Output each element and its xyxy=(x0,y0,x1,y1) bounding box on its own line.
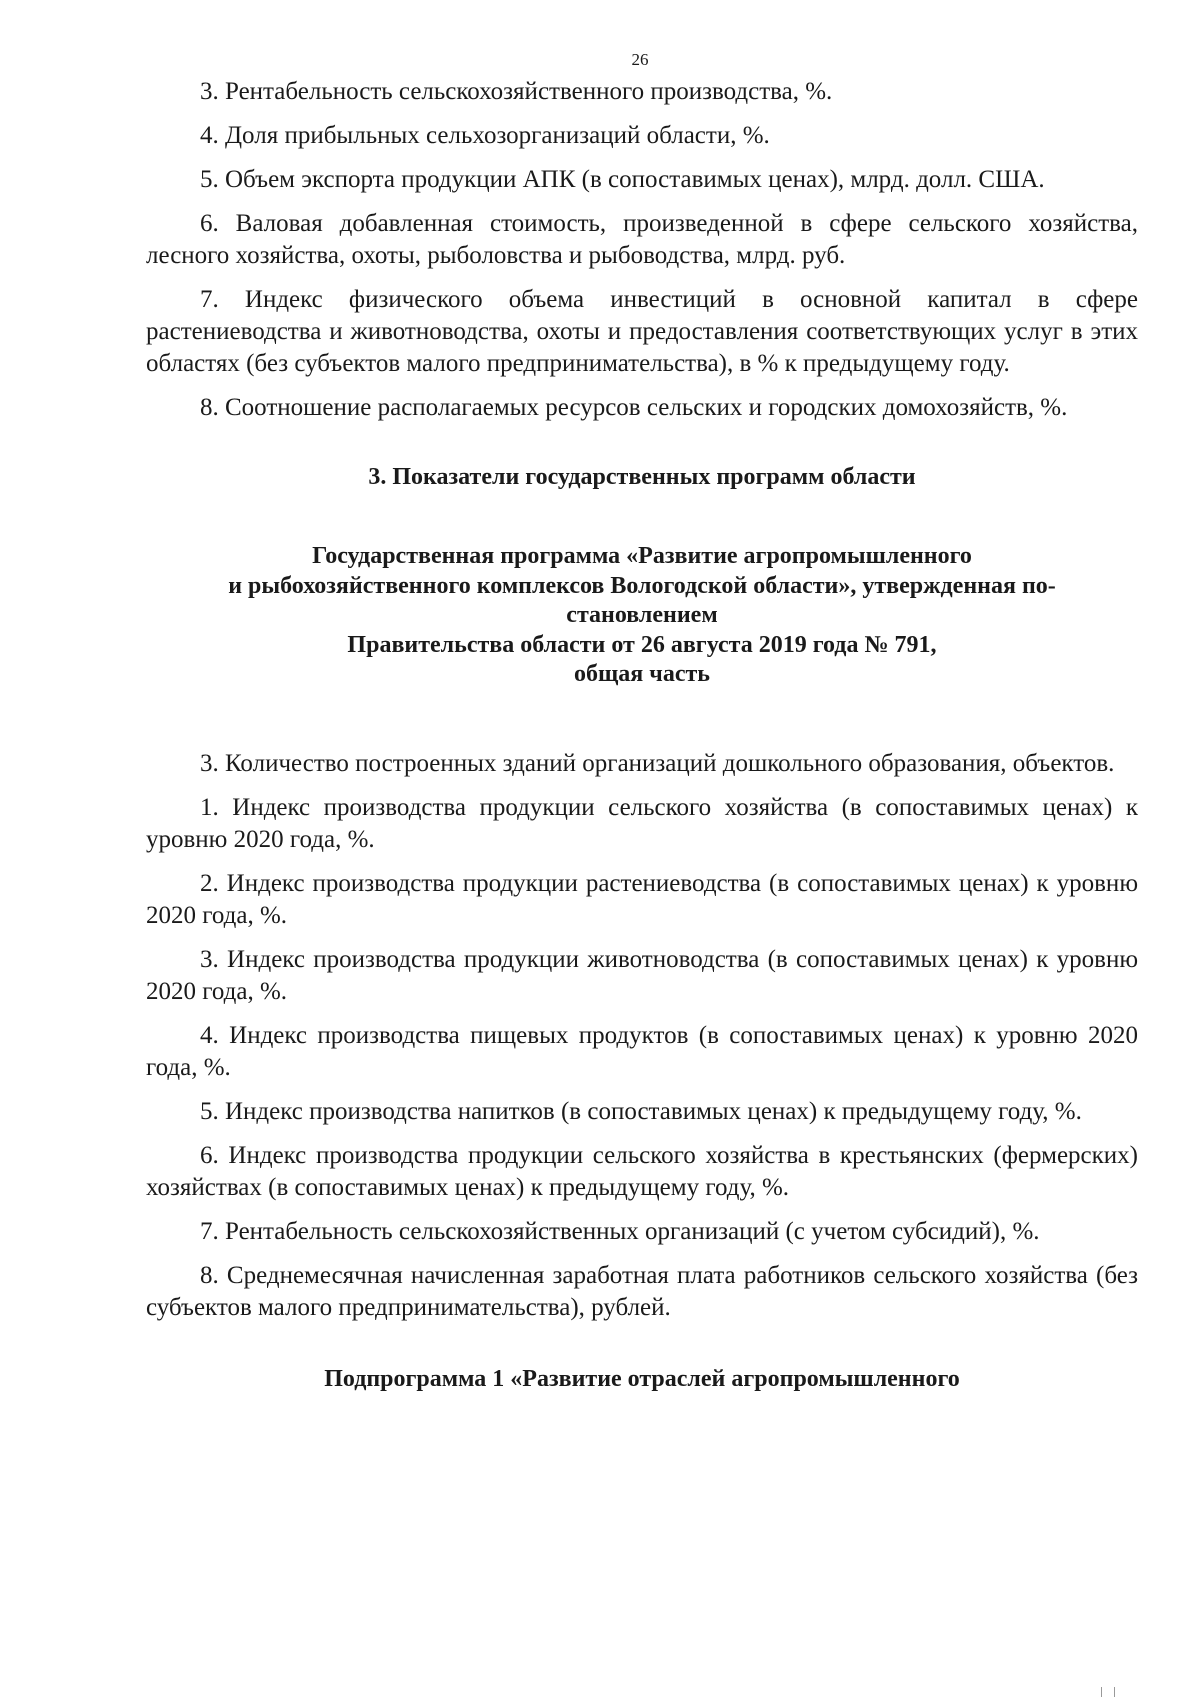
section-heading: 3. Показатели государственных программ области xyxy=(368,464,916,490)
document-body xyxy=(146,76,1138,1394)
list-item: 4. Доля прибыльных сельхозорганизаций области, %. xyxy=(200,122,770,149)
program-heading-line: Правительства области от 26 августа 2019 года № 791, xyxy=(347,631,937,658)
list-item: 2. Индекс производства продукции растениеводства (в сопоставимых ценах) к уровню 2020 года, %. xyxy=(146,869,1138,929)
subprogram-heading: Подпрограмма 1 «Развитие отраслей агропромышленного xyxy=(324,1365,960,1392)
list-item: 7. Индекс физического объема инвестиций в основной капитал в сфере растениеводства и животноводства, охоты и предоставления соответствующих услуг в этих областях (без субъектов малого предпринимательства), в % к предыдущему году. xyxy=(146,286,1138,377)
program-heading-line: и рыбохозяйственного комплексов Вологодской области», утвержденная по- xyxy=(228,572,1056,599)
list-item: 3. Рентабельность сельскохозяйственного производства, %. xyxy=(200,78,833,105)
program-heading-line: становлением xyxy=(566,602,718,628)
list-item: 8. Соотношение располагаемых ресурсов сельских и городских домохозяйств, %. xyxy=(200,394,1068,421)
list-item: 3. Количество построенных зданий организаций дошкольного образования, объектов. xyxy=(200,749,1115,777)
program-heading xyxy=(146,542,1138,690)
list-item: 6. Индекс производства продукции сельского хозяйства в крестьянских (фермерских) хозяйствах (в сопоставимых ценах) к предыдущему году, %. xyxy=(146,1141,1138,1201)
list-item: 8. Среднемесячная начисленная заработная плата работников сельского хозяйства (без субъектов малого предпринимательства), рублей. xyxy=(146,1261,1138,1321)
list-item: 6. Валовая добавленная стоимость, произведенной в сфере сельского хозяйства, лесного хозяйства, охоты, рыболовства и рыбоводства, млрд. руб. xyxy=(146,210,1138,269)
program-heading-line: общая часть xyxy=(574,661,710,687)
list-item: 4. Индекс производства пищевых продуктов (в сопоставимых ценах) к уровню 2020 года, %. xyxy=(146,1021,1138,1081)
page-number: 26 xyxy=(631,50,649,69)
list-item: 5. Индекс производства напитков (в сопоставимых ценах) к предыдущему году, %. xyxy=(200,1097,1082,1125)
list-item: 1. Индекс производства продукции сельского хозяйства (в сопоставимых ценах) к уровню 2020 года, %. xyxy=(146,793,1138,853)
list-item: 3. Индекс производства продукции животноводства (в сопоставимых ценах) к уровню 2020 года, %. xyxy=(146,945,1138,1005)
list-item: 7. Рентабельность сельскохозяйственных организаций (с учетом субсидий), %. xyxy=(200,1217,1040,1245)
program-heading-line: Государственная программа «Развитие агропромышленного xyxy=(312,543,972,569)
list-item: 5. Объем экспорта продукции АПК (в сопоставимых ценах), млрд. долл. США. xyxy=(200,166,1045,193)
scan-artifact xyxy=(1101,1687,1115,1697)
